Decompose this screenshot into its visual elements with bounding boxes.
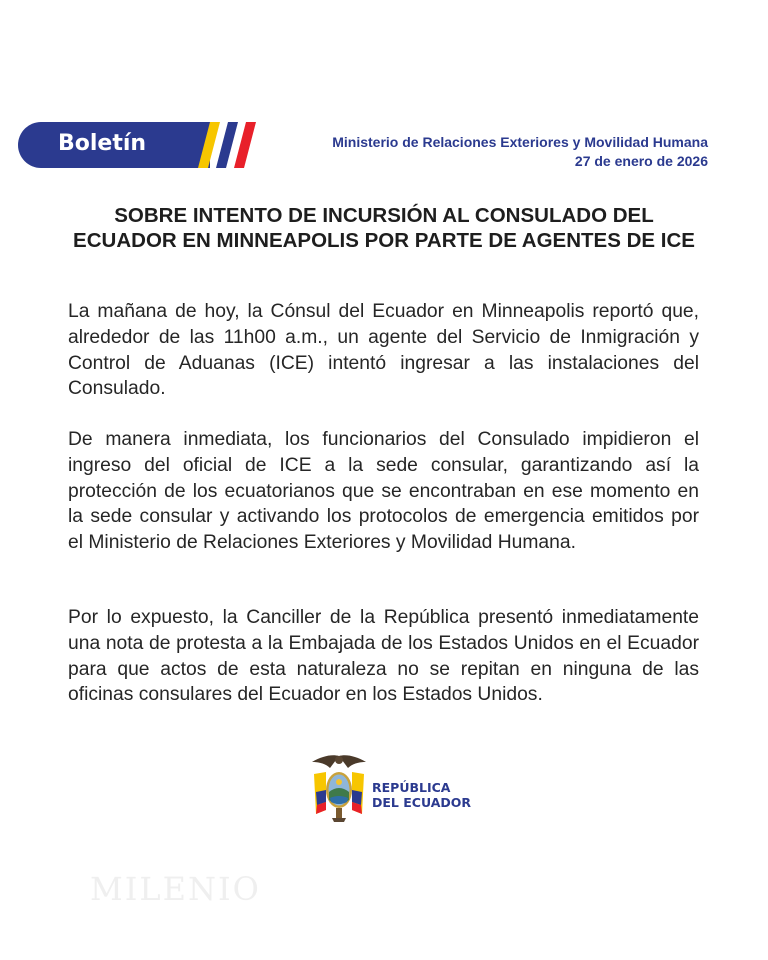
paragraph-2: De manera inmediata, los funcionarios del Consulado impidieron el ingreso del oficial de ICE a la sede consular, garantizando así la protección de los ecuatorianos que se encontraban en ese momento en la sede consular y activando los protocolos de emergencia emitidos por el Ministerio de Relaciones Exteriores y Movilidad Humana. xyxy=(68,429,699,554)
ministry-info xyxy=(332,133,708,171)
bulletin-date: 27 de enero de 2026 xyxy=(574,153,708,169)
ministry-name: Ministerio de Relaciones Exteriores y Movilidad Humana xyxy=(332,134,708,150)
flag-stripes-icon xyxy=(196,120,268,170)
coat-of-arms-icon xyxy=(308,752,370,824)
republic-name xyxy=(372,780,471,810)
republic-line-1: REPÚBLICA xyxy=(372,780,451,795)
republic-line-2: DEL ECUADOR xyxy=(372,795,472,810)
paragraph-3: Por lo expuesto, la Canciller de la República presentó inmediatamente una nota de protesta a la Embajada de los Estados Unidos en el Ecuador para que actos de esta naturaleza no se repitan en ninguna de las oficinas consulares del Ecuador en los Estados Unidos. xyxy=(68,607,699,706)
document-title: SOBRE INTENTO DE INCURSIÓN AL CONSULADO DEL ECUADOR EN MINNEAPOLIS POR PARTE DE AGENTES DE ICE xyxy=(73,204,695,252)
bulletin-header xyxy=(0,120,768,170)
milenio-watermark: MILENIO xyxy=(90,870,261,908)
bulletin-badge-label: Boletín xyxy=(58,131,147,156)
paragraph-1: La mañana de hoy, la Cónsul del Ecuador en Minneapolis reportó que, alrededor de las 11h00 a.m., un agente del Servicio de Inmigración y Control de Aduanas (ICE) intentó ingresar a las instalaciones del Consulado. xyxy=(68,301,699,400)
republic-seal xyxy=(308,752,478,824)
